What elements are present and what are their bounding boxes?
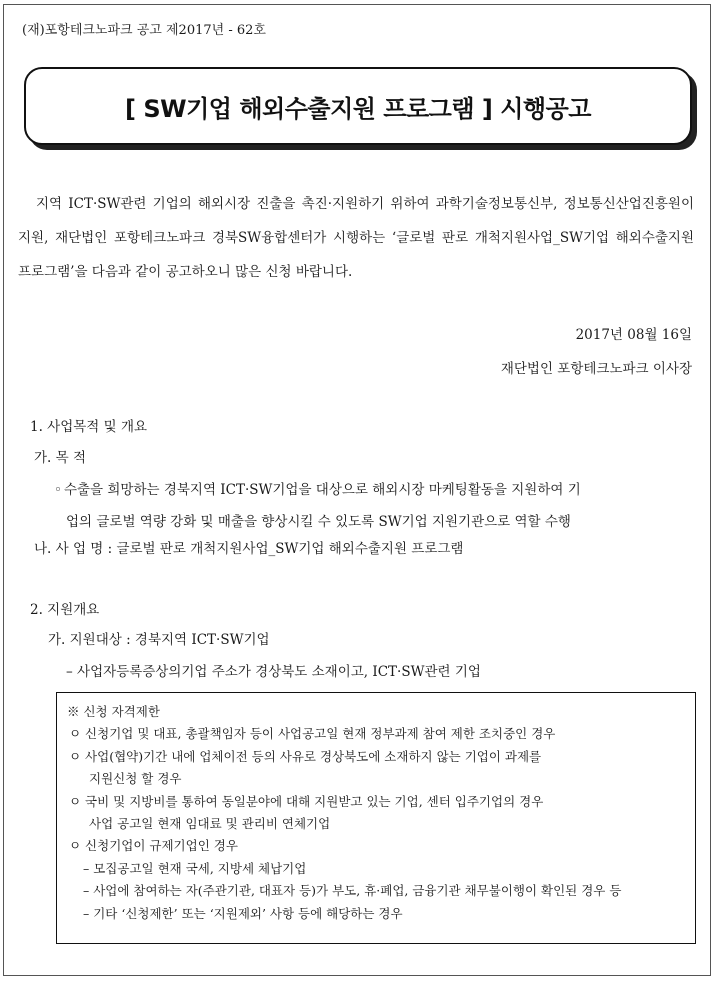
eligibility-item: ㅇ 사업(협약)기간 내에 업체이전 등의 사유로 경상북도에 소재하지 않는 기업이 과제를: [69, 748, 542, 764]
eligibility-heading: ※ 신청 자격제한: [67, 704, 160, 719]
eligibility-item: ㅇ 신청기업 및 대표, 총괄책임자 등이 사업공고일 현재 정부과제 참여 제한 조치중인 경우: [69, 726, 556, 742]
eligibility-item: ㅇ 신청기업이 규제기업인 경우: [69, 838, 238, 854]
eligibility-subitem: – 사업에 참여하는 자(주관기관, 대표자 등)가 부도, 휴·폐업, 금융기관 채무불이행이 확인된 경우 등: [83, 883, 622, 899]
bullet-icon: ◦: [54, 482, 62, 498]
notice-page: [3, 4, 711, 976]
issuer: 재단법인 포항테크노파크 이사장: [500, 361, 692, 377]
section1-heading: 1. 사업목적 및 개요: [30, 419, 148, 435]
purpose-body: [54, 474, 694, 538]
notice-number: (재)포항테크노파크 공고 제2017년 - 62호: [22, 23, 266, 38]
eligibility-subitem: – 기타 ‘신청제한’ 또는 ‘지원제외’ 사항 등에 해당하는 경우: [83, 905, 403, 921]
intro-paragraph: 지역 ICT·SW관련 기업의 해외시장 진출을 촉진·지원하기 위하여 과학기술정보통신부, 정보통신산업진흥원이 지원, 재단법인 포항테크노파크 경북SW융합센터가 시행하는 ‘글로벌 판로 개척지원사업_SW기업 해외수출지원 프로그램’을 다음과 같이 공고하오니 많은 신청 바랍니다.: [18, 196, 694, 280]
support-target-detail: – 사업자등록증상의기업 주소가 경상북도 소재이고, ICT·SW관련 기업: [66, 664, 481, 680]
purpose-line-2: 업의 글로벌 역량 강화 및 매출을 향상시킬 수 있도록 SW기업 지원기관으로 역할 수행: [66, 514, 571, 530]
notice-date: 2017년 08월 16일: [575, 327, 692, 343]
project-name: 나. 사 업 명 : 글로벌 판로 개척지원사업_SW기업 해외수출지원 프로그램: [34, 541, 464, 557]
page-title: [ SW기업 해외수출지원 프로그램 ] 시행공고: [125, 94, 591, 123]
title-box: [24, 67, 692, 145]
eligibility-item-continued: 사업 공고일 현재 임대료 및 관리비 연체기업: [89, 816, 331, 832]
eligibility-item-continued: 지원신청 할 경우: [89, 771, 182, 787]
eligibility-subitem: – 모집공고일 현재 국세, 지방세 체납기업: [83, 860, 307, 876]
purpose-line-1: ◦ 수출을 희망하는 경북지역 ICT·SW기업을 대상으로 해외시장 마케팅활동을 지원하여 기: [54, 482, 581, 498]
support-target: 가. 지원대상 : 경북지역 ICT·SW기업: [48, 632, 270, 648]
purpose-heading: 가. 목 적: [34, 450, 86, 466]
section2-heading: 2. 지원개요: [30, 602, 100, 618]
eligibility-item: ㅇ 국비 및 지방비를 통하여 동일분야에 대해 지원받고 있는 기업, 센터 입주기업의 경우: [69, 793, 544, 809]
eligibility-box: [56, 692, 696, 944]
